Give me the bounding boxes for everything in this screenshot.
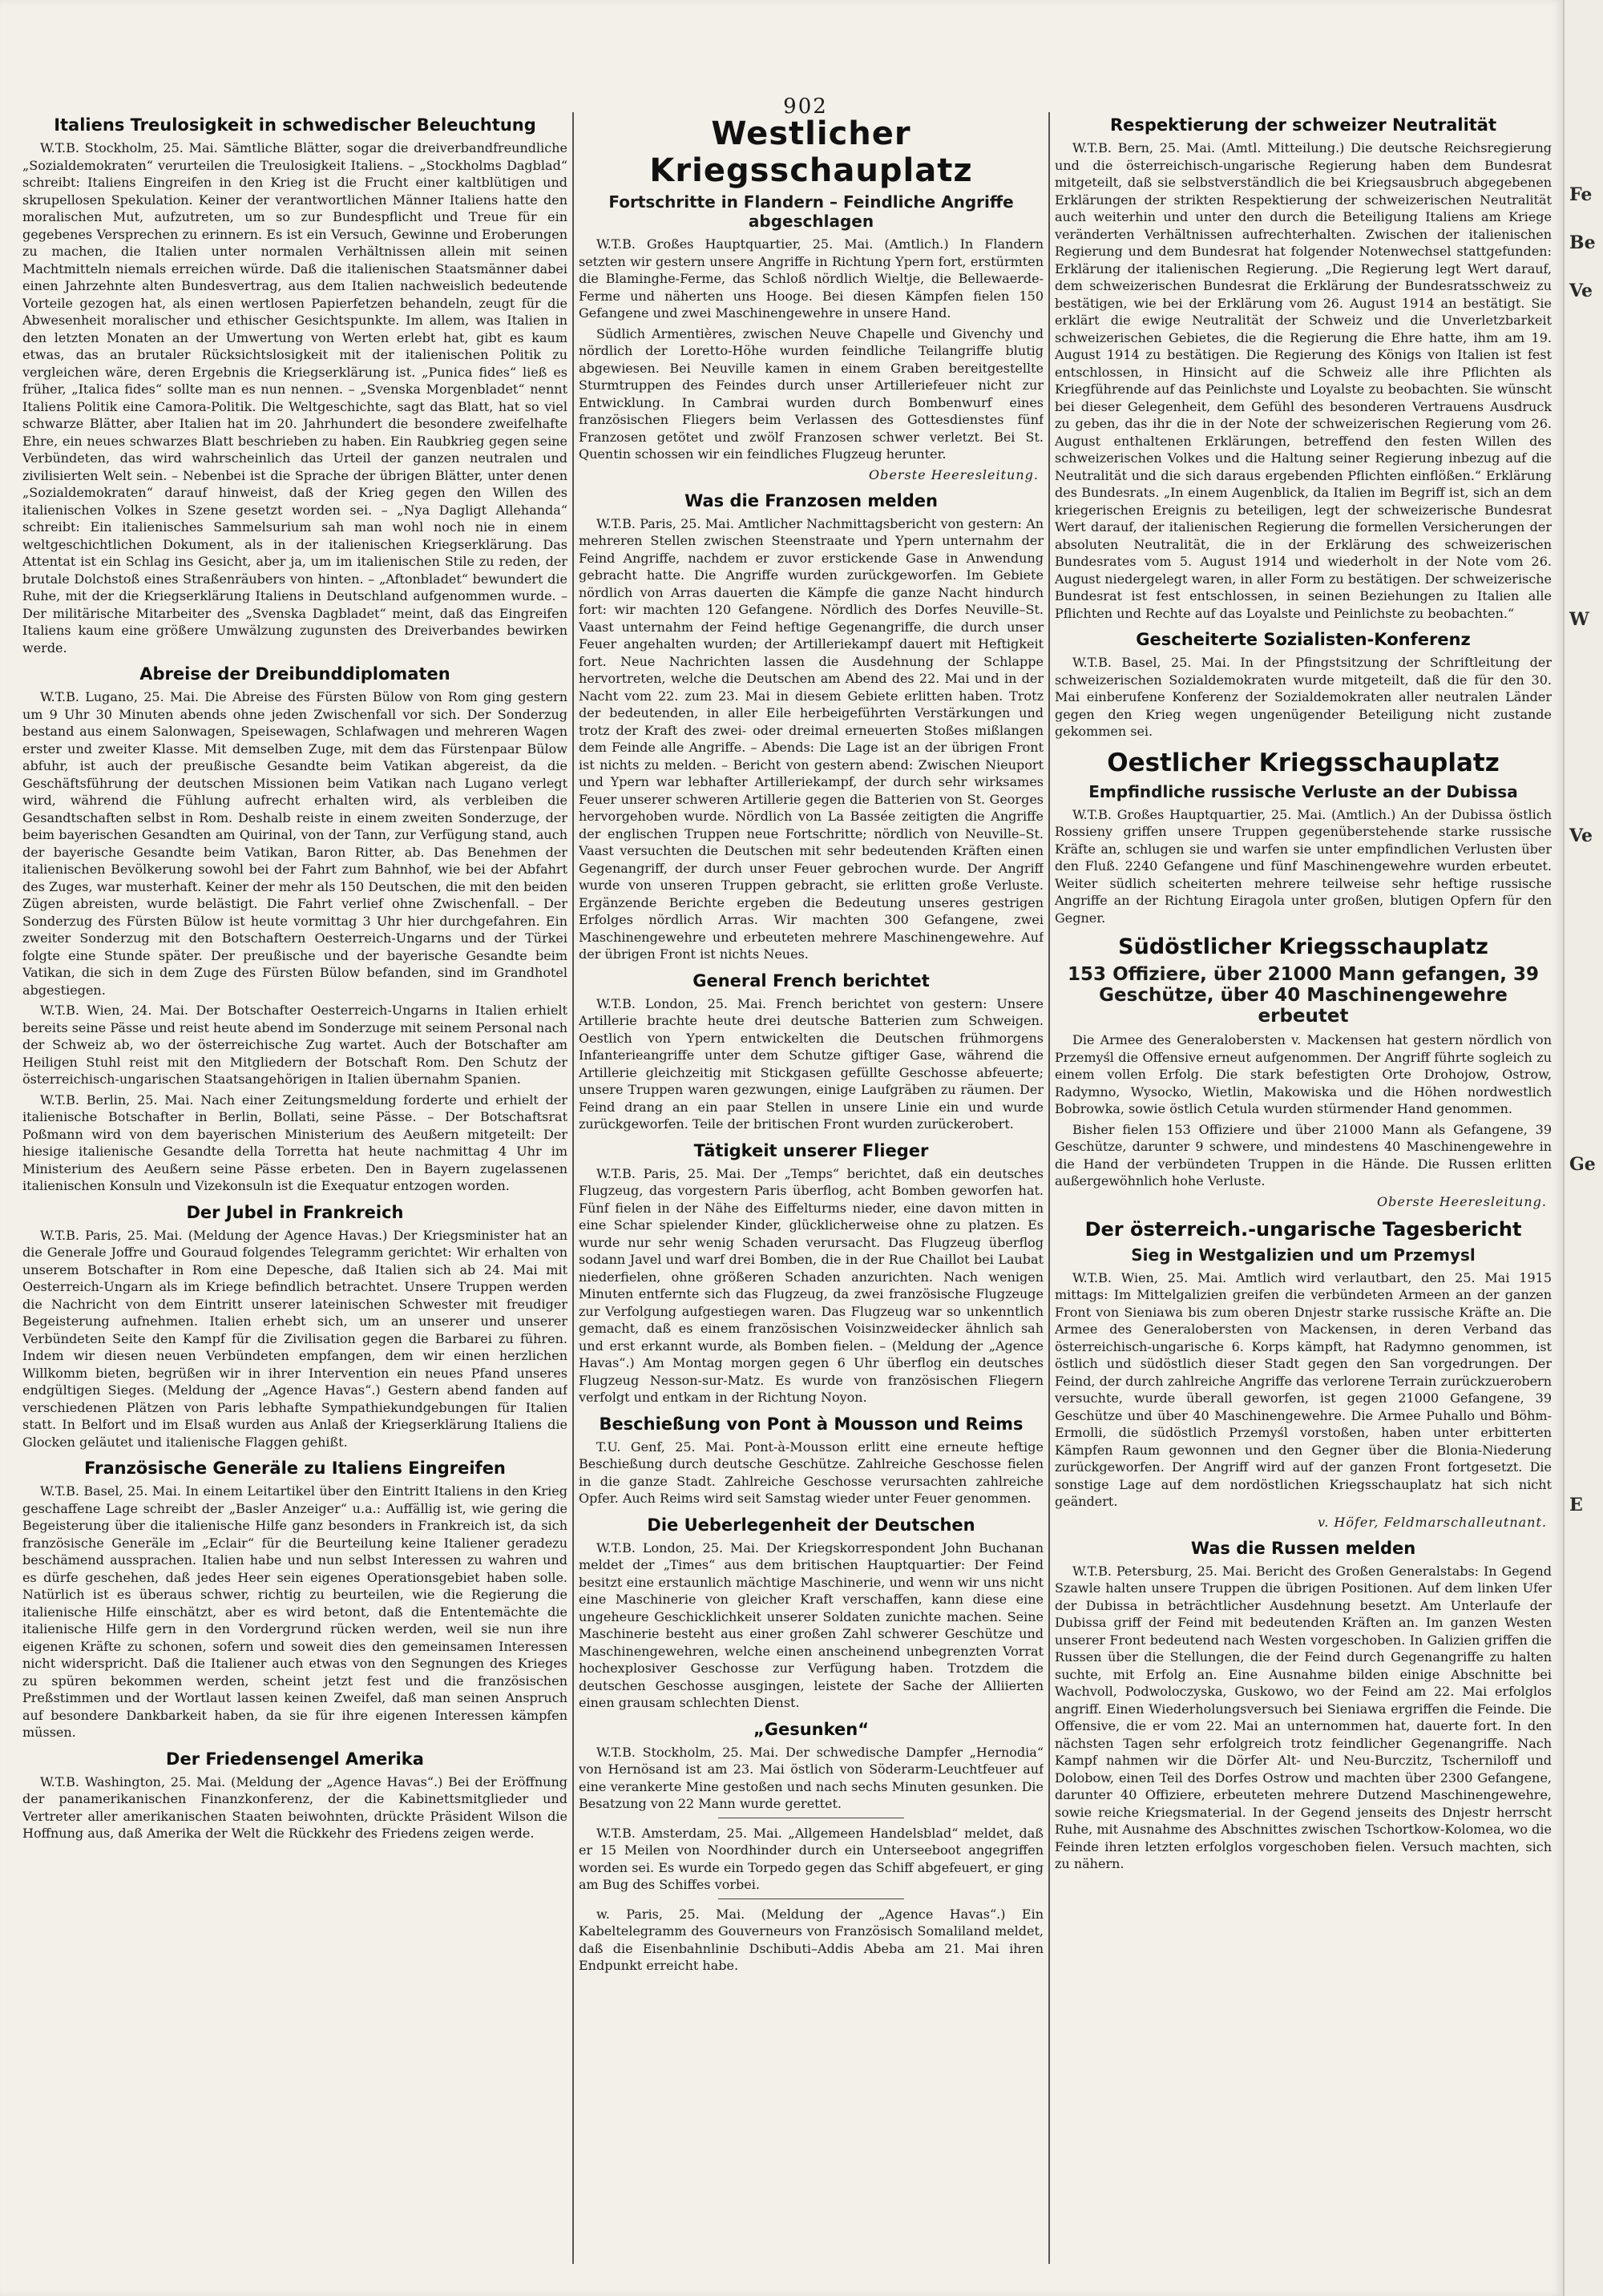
headline: Abreise der Dreibunddiplomaten xyxy=(139,664,450,684)
article-jubel-frankreich xyxy=(22,1203,567,1451)
article-taetigkeit-flieger xyxy=(579,1141,1044,1406)
paragraph: W.T.B. London, 25. Mai. French berichtet von gestern: Unsere Artillerie brachte heute drei deutsche Batterien zum Schweigen. Oestlich von Ypern entwickelten die Deutschen frühmorgens Infanterieangriffe unter dem Schutze giftiger Gase, während die Artillerie gleichzeitig mit Stickgasen gefüllte Geschosse abfeuerte; unsere Truppen waren gezwungen, einige Laufgräben zu räumen. Der Feind drang an ein paar Stellen in unsere Linie ein und wurde zurückgeworfen. Teile der britischen Front wurden zurückerobert. xyxy=(579,995,1044,1132)
headline: Gescheiterte Sozialisten-Konferenz xyxy=(1136,630,1471,649)
edge-fragment: Be xyxy=(1569,232,1596,253)
edge-fragment: Ve xyxy=(1569,280,1593,301)
paragraph: T.U. Genf, 25. Mai. Pont-à-Mousson erlitt eine erneute heftige Beschießung durch deutsche Geschütze. Zahlreiche Geschosse fielen in die ganze Stadt. Zahlreiche Geschosse verursachten zahlreiche Opfer. Auch Reims wird seit Samstag wieder unter Feuer genommen. xyxy=(579,1439,1044,1506)
page-number: 902 xyxy=(783,95,828,119)
headline: Der österreich.-ungarische Tagesbericht xyxy=(1084,1217,1522,1241)
edge-fragment: Fe xyxy=(1569,184,1593,205)
column-rule-1 xyxy=(572,112,574,2264)
column-left xyxy=(22,112,567,2264)
headline: Beschießung von Pont à Mousson und Reims xyxy=(599,1414,1024,1434)
headline: Südöstlicher Kriegsschauplatz xyxy=(1118,934,1488,959)
headline: Respektierung der schweizer Neutralität xyxy=(1109,115,1497,135)
subheadline: Fortschritte in Flandern – Feindliche Angriffe abgeschlagen xyxy=(608,192,1014,231)
edge-fragment: Ge xyxy=(1569,1154,1596,1175)
headline: Französische Generäle zu Italiens Eingreifen xyxy=(84,1459,506,1478)
paragraph: W.T.B. Bern, 25. Mai. (Amtl. Mitteilung.) Die deutsche Reichsregierung und die österreichisch-ungarische Regierung haben dem Bundesrat mitgeteilt, daß sie selbstverständlich die bei Kriegsausbruch abgegebenen Erklärungen der strikten Respektierung der schweizerischen Neutralität auch weiterhin und unter den durch die Beteiligung Italiens am Kriege veränderten Verhältnissen aufrechterhalten. Zwischen der italienischen Regierung und dem Bundesrat hat folgender Notenwechsel stattgefunden: Erklärung der italienischen Regierung. „Die Regierung legt Wert darauf, dem schweizerischen Bundesrat die Erklärung der Bundesratsschweiz zu bestätigen, wie bei der Erklärung vom 26. August 1914 an bestätigt. Sie erklärt die ewige Neutralität der Schweiz und die Unverletzbarkeit schweizerischen Gebietes, die die Regierung die Ehre hatte, ihm am 19. August 1914 zu bestätigen. Die Regierung des Königs von Italien ist fest entschlossen, in Hinsicht auf die Schweiz alle ihre Pflichten als Kriegführende auf das Peinlichste und Loyalste zu beobachten. Sie wünscht bei dieser Gelegenheit, dem Gefühl des besonderen Vertrauens Ausdruck zu geben, das ihr die in der Note der schweizerischen Regierung vom 26. August enthaltenen Erklärungen, betreffend den festen Willen des schweizerischen Volkes und die Haltung seiner Regierung inbezug auf die Neutralität und die sich daraus ergebenden Pflichten einflößen.“ Erklärung des Bundesrats. „In einem Augenblick, da Italien im Begriff ist, sich an dem kriegerischen Ereignis zu beteiligen, legt der schweizerische Bundesrat Wert darauf, der italienischen Regierung die formellen Versicherungen der absoluten Neutralität, die in der Erklärung des schweizerischen Bundesrates vom 5. August 1914 und wiederholt in der Note vom 26. August niedergelegt waren, in aller Form zu bestätigen. Der schweizerische Bundesrat ist fest entschlossen, in seinen Beziehungen zu Italien alle Pflichten und Rechte auf das Loyalste und Peinlichste zu beobachten.“ xyxy=(1055,140,1552,621)
headline: Tätigkeit unserer Flieger xyxy=(693,1140,929,1160)
edge-fragment: Ve xyxy=(1569,825,1593,846)
article-beschiessung-pont-a-mousson xyxy=(579,1414,1044,1507)
paragraph: W.T.B. Wien, 25. Mai. Amtlich wird verlautbart, den 25. Mai 1915 mittags: Im Mittelgalizien greifen die verbündeten Armeen an der ganzen Front von Sieniawa bis zum oberen Dnjestr starke russische Kräfte an. Die Armee des Generalobersten von Mackensen, in deren Verband das österreichisch-ungarische 6. Korps kämpft, hat Radymno genommen, ist östlich und südöstlich dieser Stadt gegen den San vorgedrungen. Der Feind, der durch zahlreiche Angriffe das verlorene Terrain zurückzuerobern versuchte, wurde überall geworfen, ist gegen 21000 Gefangene, 39 Geschütze und über 40 Maschinengewehre. Die Armee Puhallo und Böhm-Ermolli, die südöstlich Przemyśl vorstoßen, haben unter erbitterten Kämpfen Raum gewonnen und den Gegner über die Blonia-Niederung zurückgeworfen. Der Angriff wird auf der ganzen Front fortgesetzt. Die sonstige Lage auf dem nordöstlichen Kriegsschauplatz hat sich nicht geändert. xyxy=(1055,1269,1552,1509)
article-westlicher-kriegsschauplatz xyxy=(579,115,1044,483)
paragraph: W.T.B. Stockholm, 25. Mai. Sämtliche Blätter, sogar die dreiverbandfreundliche „Sozialdemokraten“ verurteilen die Treulosigkeit Italiens. – „Stockholms Dagblad“ schreibt: Italiens Eingreifen in den Krieg ist die Frucht einer kaltblütigen und skrupellosen Spekulation. Keiner der verantwortlichen Männer Italiens hatte den moralischen Mut, aufzutreten, um so zur Bundespflicht und Treue für ein gegebenes Versprechen zu erinnern. Es ist ein Versuch, Gewinne und Eroberungen zu machen, die Italien unter normalen Verhältnissen allein mit seinen Machtmitteln niemals erreichen würde. Daß die italienischen Staatsmänner dabei einen Jahrzehnte alten Bundesvertrag, aus dem Italien nachweislich bedeutende Vorteile gezogen hat, als einen wertlosen Papierfetzen behandeln, zeugt für die Abwesenheit moralischer und ethischer Gesichtspunkte. Im allem, was Italien in den letzten Monaten an der Umwertung von Werten erlebt hat, gibt es kaum etwas, das an brutaler Rücksichtslosigkeit mit der italienischen Politik zu vergleichen wäre, deren Ergebnis die Kriegserklärung ist. „Punica fides“ ließ es früher, „Italica fides“ sollte man es nun nennen. – „Svenska Morgenbladet“ nennt Italiens Politik eine Camora-Politik. Die Weltgeschichte, sagt das Blatt, hat so viel schwarze Blätter, aber Italien hat im 20. Jahrhundert die besondere zweifelhafte Ehre, ein neues schwarzes Blatt beschrieben zu haben. Ein Raubkrieg gegen seine Verbündeten, das wird wahrscheinlich das Urteil der ganzen neutralen und zivilisierten Welt sein. – Nebenbei ist die Sprache der übrigen Blätter, unter denen „Sozialdemokraten“ darauf hinweist, daß der Krieg gegen den Willen des italienischen Volkes in Szene gesetzt worden sei. – „Nya Dagligt Allehanda“ schreibt: Ein italienisches Sammelsurium sah man wohl noch nie in einem weltgeschichtlichen Dokument, als in der italienischen Kriegserklärung. Das Attentat ist ein Schlag ins Gesicht, aber ja, um im italienischen Stile zu reden, der brutale Dolchstoß eines Straßenräubers von hinten. – „Aftonbladet“ bewundert die Ruhe, mit der die Kriegserklärung Italiens in Deutschland aufgenommen wurde. – Der militärische Mitarbeiter des „Svenska Dagbladet“ meint, daß das Eingreifen Italiens kaum eine größere Umwälzung zugunsten des Dreiverbandes bewirken werde. xyxy=(22,140,567,656)
subheadline: 153 Offiziere, über 21000 Mann gefangen, 39 Geschütze, über 40 Maschinengewehre erbeutet xyxy=(1068,964,1539,1027)
paragraph: W.T.B. Paris, 25. Mai. Amtlicher Nachmittagsbericht von gestern: An mehreren Stellen zwischen Steenstraate und Ypern unternahm der Feind Angriffe, nachdem er zuvor erstickende Gase in Anwendung gebracht hatte. Die Angriffe wurden zurückgeworfen. Im Gebiete nördlich von Arras dauerten die Kämpfe die ganze Nacht hindurch fort: wir machten 120 Gefangene. Nördlich des Dorfes Neuville–St. Vaast unternahm der Feind heftige Gegenangriffe, die durch unser Feuer angehalten wurden; der Artilleriekampf dauert mit Heftigkeit fort. Neue Nachrichten lassen die Ausdehnung der Schlappe hervortreten, welche die Deutschen am Abend des 22. Mai und in der Nacht vom 22. zum 23. Mai in diesem Gebiete erlitten haben. Trotz der bedeutenden, in aller Eile herbeigeführten Verstärkungen und trotz der Kraft des zwei- oder dreimal erneuerten Stoßes mißlangen dem Feinde alle Angriffe. – Abends: Die Lage ist an der übrigen Front ist nichts zu melden. – Bericht von gestern abend: Zwischen Nieuport und Ypern war lebhafter Artilleriekampf, der durch sehr wirksames Feuer unserer schweren Artillerie gegen die Batterien von St. Georges hervorgehoben wurde. Nördlich von La Bassée zeitigten die Angriffe der englischen Truppen neue Fortschritte; nördlich von Neuville–St. Vaast versuchten die Deutschen mit sehr bedeutenden Kräften einen Gegenangriff, der durch unser Feuer gebrochen wurde. Der Angriff wurde von unseren Truppen gebracht, sie erlitten große Verluste. Ergänzende Berichte ergeben die Bedeutung unseres gestrigen Erfolges nördlich Arras. Wir machten 300 Gefangene, zwei Maschinengewehre und erbeuteten mehrere Maschinengewehre. Auf der übrigen Front ist nichts Neues. xyxy=(579,515,1044,962)
article-oesterreich-ungarischer-tagesbericht xyxy=(1055,1218,1552,1531)
article-oestlicher-kriegsschauplatz xyxy=(1055,749,1552,927)
signature: Oberste Heeresleitung. xyxy=(869,466,1039,482)
paragraph: W.T.B. Berlin, 25. Mai. Nach einer Zeitungsmeldung forderte und erhielt der italienische Botschafter in Berlin, Bollati, seine Pässe. – Der Botschaftsrat Poßmann wird von dem bayerischen Ministerium des Aeußern mitgeteilt: Der hiesige italienische Gesandte della Torretta hat heute nachmittag 4 Uhr im Ministerium des Aeußern seine Pässe erbeten. Den in Bayern zugelassenen italienischen Konsuln und Vizekonsuln ist die Exequatur entzogen worden. xyxy=(22,1092,567,1193)
adjacent-page-edge xyxy=(1563,0,1603,2296)
paragraph: W.T.B. Stockholm, 25. Mai. Der schwedische Dampfer „Hernodia“ von Hernösand ist am 23. Mai östlich von Söderarm-Leuchtfeuer auf eine verankerte Mine gestoßen und nach sechs Minuten gesunken. Die Besatzung von 22 Mann wurde gerettet. xyxy=(579,1744,1044,1811)
edge-fragment: W xyxy=(1569,609,1589,630)
paragraph: Die Armee des Generalobersten v. Mackensen hat gestern nördlich von Przemyśl die Offensive erneut aufgenommen. Der Angriff führte sogleich zu einem vollen Erfolg. Die stark befestigten Orte Drohojow, Ostrow, Radymno, Wysocko, Wietlin, Makowiska und die Höhen nordwestlich Bobrowka, sowie östlich Cetula wurden stürmender Hand genommen. xyxy=(1055,1032,1552,1116)
paragraph: W.T.B. Großes Hauptquartier, 25. Mai. (Amtlich.) An der Dubissa östlich Rossieny griffen unsere Truppen gegenüberstehende starke russische Kräfte an, schlugen sie und warfen sie unter empfindlichen Verlusten über den Fluß. 2240 Gefangene und fünf Maschinengewehre wurden erbeutet. Weiter südlich scheiterten mehrere teilweise sehr heftige russische Angriffe an der Richtung Eiragola unter großen, blutigen Opfern für den Gegner. xyxy=(1055,806,1552,926)
headline: Was die Franzosen melden xyxy=(684,490,938,510)
column-middle xyxy=(579,112,1044,2264)
paragraph: W.T.B. London, 25. Mai. Der Kriegskorrespondent John Buchanan meldet der „Times“ aus dem britischen Hauptquartier: Der Feind besitzt eine erstaunlich mächtige Maschinerie, und wenn wir uns nicht eine Maschinerie von gleicher Kraft verschaffen, kann diese eine ungeheure Geschicklichkeit unserer Soldaten zunichte machen. Seine Maschinerie besteht aus einer großen Zahl schwerer Geschütze und Maschinengewehren, welche einen anscheinend unbegrenzten Vorrat hochexplosiver Geschosse zur Verfügung haben. Trotzdem die deutschen Geschosse ausgingen, leistete der Sache der Alliierten einen grausam schlechten Dienst. xyxy=(579,1539,1044,1710)
paragraph: W.T.B. Basel, 25. Mai. In einem Leitartikel über den Eintritt Italiens in den Krieg geschaffene Lage schreibt der „Basler Anzeiger“ u.a.: Auffällig ist, wie gering die Begeisterung über die italienische Hilfe ganz besonders in Frankreich ist, da sich französische Generäle im „Eclair“ für die Beurteilung keine Italiener geradezu beschämend aussprachen. Italien habe und nun selbst Interessen zu wahren und es dürfe geschehen, daß jedes Heer sein eigenes Operationsgebiet haben solle. Natürlich ist es überaus schwer, richtig zu beurteilen, wie die Regierung die italienische Hilfe einschätzt, aber es wird betont, daß die Ententemächte die italienische Hilfe gern in den Vordergrund rücken werden, weil sie nun ihre eigenen Kräfte zu schonen, sofern und soweit dies den gemeinsamen Interessen nicht widerspricht. Daß die Italiener auch etwas von den Segnungen des Krieges zu spüren bekommen werden, scheint jetzt fest und die französischen Preßstimmen und der Wortlaut lassen keinen Zweifel, daß man seinen Anspruch auf besondere Dankbarkeit haben, da sie für ihre eigenen Interessen kämpfen müssen. xyxy=(22,1483,567,1740)
paragraph: W.T.B. Lugano, 25. Mai. Die Abreise des Fürsten Bülow von Rom ging gestern um 9 Uhr 30 Minuten abends ohne jeden Zwischenfall vor sich. Der Sonderzug bestand aus einem Salonwagen, Speisewagen, Schlafwagen und mehreren Wagen erster und zweiter Klasse. Mit demselben Zuge, mit dem das Fürstenpaar Bülow abfuhr, ist auch der preußische Gesandte beim Vatikan abgereist, da die Geschäftsführung der deutschen Missionen beim Vatikan nach Lugano verlegt wird, während die Fühlung aufrecht erhalten wird, als verbleiben die Gesandtschaften selbst in Rom. Deshalb reiste in einem zweiten Sonderzuge, der beim bayerischen Gesandten am Quirinal, von der Tann, zur Verfügung stand, auch der bayerische Gesandte beim Vatikan, Baron Ritter, ab. Das Benehmen der italienischen Bevölkerung sowohl bei der Fahrt zum Bahnhof, wie bei der Abfahrt des Zuges, war musterhaft. Keiner der mehr als 150 Deutschen, die mit den beiden Zügen abreisten, wurde belästigt. Die Fahrt verlief ohne Zwischenfall. – Der Sonderzug des Fürsten Bülow ist heute vormittag 3 Uhr hier durchgefahren. Ein zweiter Sonderzug mit den Botschaftern Oesterreich-Ungarns und der Türkei folgte eine Stunde später. Der preußische und der bayerische Gesandte beim Vatikan, die sich in dem Zuge des Fürsten Bülow befanden, sind im Grandhotel abgestiegen. xyxy=(22,689,567,998)
signature: v. Höfer, Feldmarschalleutnant. xyxy=(1318,1514,1547,1530)
paragraph: w. Paris, 25. Mai. (Meldung der „Agence Havas“.) Ein Kabeltelegramm des Gouverneurs von Französisch Somaliland meldet, daß die Eisenbahnlinie Dschibuti–Addis Abeba am 21. Mai ihren Endpunkt erreicht habe. xyxy=(579,1906,1044,1973)
article-italiens-treulosigkeit xyxy=(22,115,567,656)
headline: Italiens Treulosigkeit in schwedischer Beleuchtung xyxy=(54,115,536,135)
paragraph: W.T.B. Paris, 25. Mai. Der „Temps“ berichtet, daß ein deutsches Flugzeug, das vorgestern Paris überflog, acht Bomben geworfen hat. Fünf fielen in der Nähe des Eiffelturms nieder, eine davon mitten in eine Schar spielender Kinder, glücklicherweise ohne zu platzen. Es wurde nur sehr wenig Schaden verursacht. Das Flugzeug überflog sodann Javel und warf drei Bomben, die in der Rue Chaillot bei Laubat niederfielen, ohne größeren Schaden anzurichten. Nach wenigen Minuten entfernte sich das Flugzeug, da zwei französische Flugzeuge zur Verfolgung aufgestiegen waren. Das Flugzeug war so unkenntlich gemacht, daß es einem französischen Voisinzweidecker ähnlich sah und erst erkannt wurde, als Bomben fielen. – (Meldung der „Agence Havas“.) Am Montag morgen gegen 6 Uhr überflog ein deutsches Flugzeug Nesson-sur-Matz. Es wurde von französischen Fliegern verfolgt und entkam in der Richtung Noyon. xyxy=(579,1165,1044,1405)
headline: Was die Russen melden xyxy=(1190,1538,1416,1558)
headline: Die Ueberlegenheit der Deutschen xyxy=(647,1515,975,1535)
paragraph: Bisher fielen 153 Offiziere und über 21000 Mann als Gefangene, 39 Geschütze, darunter 9 schwere, und mindestens 40 Maschinengewehre in die Hand der verbündeten Truppen in die Hände. Die Russen erlitten außergewöhnlich hohe Verluste. xyxy=(1055,1121,1552,1188)
article-suedoestlicher-kriegsschauplatz xyxy=(1055,934,1552,1210)
article-schweizer-neutralitaet xyxy=(1055,115,1552,622)
paragraph: W.T.B. Paris, 25. Mai. (Meldung der Agence Havas.) Der Kriegsminister hat an die Generale Joffre und Gouraud folgendes Telegramm gerichtet: Wir erhalten von unserem Botschafter in Rom eine Depesche, daß Italien sich ab 24. Mai mit Oesterreich-Ungarn als im Kriege befindlich betrachtet. Unsere Truppen werden die Nachricht von dem Eintritt unserer lateinischen Schwester mit freudiger Begeisterung aufnehmen. Italien erhebt sich, um an unserer und unserer Verbündeten Seite den Kampf für die Zivilisation gegen die Barbarei zu führen. Indem wir diesen neuen Verbündeten empfangen, dem wir einen herzlichen Willkomm bieten, begrüßen wir in ihrer Intervention ein neues Pfand unseres endgültigen Sieges. (Meldung der „Agence Havas“.) Gestern abend fanden auf verschiedenen Plätzen von Paris lebhafte Sympathiekundgebungen für Italien statt. In Belfort und im Elsaß wurden aus Anlaß der Kriegserklärung Italiens die Glocken geläutet und italienische Flaggen gehißt. xyxy=(22,1227,567,1450)
article-ueberlegenheit-deutschen xyxy=(579,1515,1044,1712)
headline: Der Jubel in Frankreich xyxy=(186,1202,404,1222)
article-abreise-dreibunddiplomaten xyxy=(22,664,567,1195)
paragraph: Südlich Armentières, zwischen Neuve Chapelle und Givenchy und nördlich der Loretto-Höhe wurden feindliche Teilangriffe blutig abgewiesen. Bei Neuville kamen in einem Graben bereitgestellte Sturmtruppen des Feindes durch unser Artilleriefeuer nicht zur Entwicklung. In Cambrai wurden durch Bombenwurf eines französischen Fliegers beim Verlassen des Gottesdienstes fünf Franzosen getötet und zwölf Franzosen schwer verletzt. Bei St. Quentin schossen wir ein feindliches Flugzeug herunter. xyxy=(579,325,1044,462)
paragraph: W.T.B. Großes Hauptquartier, 25. Mai. (Amtlich.) In Flandern setzten wir gestern unsere Angriffe in Richtung Ypern fort, erstürmten die Blaminghe-Ferme, das Schloß nördlich Wieltje, die Bellewaerde-Ferme und näherten uns Hooge. Bei diesen Kämpfen fielen 150 Gefangene und zwei Maschinengewehre in unsere Hand. xyxy=(579,236,1044,321)
column-right xyxy=(1055,112,1552,2264)
subheadline: Sieg in Westgalizien und um Przemysl xyxy=(1131,1245,1476,1265)
article-was-die-franzosen-melden xyxy=(579,491,1044,963)
article-franzoesische-generaele xyxy=(22,1459,567,1741)
column-rule-2 xyxy=(1048,112,1050,2264)
paragraph: W.T.B. Petersburg, 25. Mai. Bericht des Großen Generalstabs: In Gegend Szawle halten unsere Truppen die übrigen Positionen. Auf dem linken Ufer der Dubissa in beträchtlicher Ausdehnung besetzt. Am Unterlaufe der Dubissa griff der Feind mit bedeutenden Kräften an. Im ganzen Westen unserer Front bedeutend nach Westen vorgeschoben. In Galizien griffen die Russen über die Stellungen, die der Feind durch Gegenangriffe zu halten suchte, mit Erfolg an. Eine Ausnahme bilden einige Abschnitte bei Wachvoll, Podwoloczyska, Guskowo, wo der Feind am 22. Mai erfolglos angriff. Einen Wiederholungsversuch bei Sieniawa ergriffen die Feinde. Die Offensive, die er vom 22. Mai an unternommen hat, dauerte fort. In den nächsten Tagen sehr erfolgreich trotz feindlicher Gegenangriffe. Nach Kampf nahmen wir die Dörfer Alt- und Neu-Burczitz, Tscherniloff und Dolobow, einen Teil des Dorfes Ostrow und machten über 2300 Gefangene, darunter 40 Offiziere, erbeuteten mehrere Dutzend Maschinengewehre, sowie reiche Kriegsmaterial. In der Gegend jenseits des Dnjestr herrscht Ruhe, mit Ausnahme des Abschnittes zwischen Tschortkow-Kolomea, wo die Feinde ihren letzten erfolglos vorgeschoben fielen. Versuch machten, sich zu nähern. xyxy=(1055,1563,1552,1871)
headline: Westlicher Kriegsschauplatz xyxy=(649,115,973,189)
paragraph: W.T.B. Basel, 25. Mai. In der Pfingstsitzung der Schriftleitung der schweizerischen Sozialdemokraten wurde mitgeteilt, daß die für den 30. Mai einberufene Konferenz der Sozialdemokraten aller neutralen Länder gegen den Krieg wegen ungenügender Beteiligung nicht zustande gekommen sei. xyxy=(1055,655,1552,739)
edge-fragment: E xyxy=(1569,1495,1583,1515)
headline: General French berichtet xyxy=(692,970,930,991)
headline: „Gesunken“ xyxy=(753,1719,870,1739)
article-general-french xyxy=(579,971,1044,1133)
article-was-die-russen-melden xyxy=(1055,1539,1552,1873)
signature: Oberste Heeresleitung. xyxy=(1377,1193,1547,1209)
paragraph: W.T.B. Wien, 24. Mai. Der Botschafter Oesterreich-Ungarns in Italien erhielt bereits seine Pässe und reist heute abend im Sonderzuge mit seinem Personal nach der Schweiz ab, wo der österreichische Zug wartet. Auch der Botschafter am Heiligen Stuhl reist mit den Mitgliedern der Botschaft Rom. Den Schutz der österreichisch-ungarischen Staatsangehörigen in Italien übernahm Spanien. xyxy=(22,1003,567,1087)
paragraph: W.T.B. Washington, 25. Mai. (Meldung der „Agence Havas“.) Bei der Eröffnung der panamerikanischen Finanzkonferenz, der die Kabinettsmitglieder und Vertreter aller amerikanischen Staaten beiwohnten, drückte Präsident Wilson die Hoffnung aus, daß Amerika der Welt die Rückkehr des Friedens zeigen werde. xyxy=(22,1773,567,1841)
article-sozialisten-konferenz xyxy=(1055,630,1552,740)
article-gesunken xyxy=(579,1720,1044,1975)
subheadline: Empfindliche russische Verluste an der Dubissa xyxy=(1088,781,1518,801)
headline: Der Friedensengel Amerika xyxy=(166,1749,424,1769)
article-friedensengel-amerika xyxy=(22,1749,567,1842)
headline: Oestlicher Kriegsschauplatz xyxy=(1107,748,1500,777)
paragraph: W.T.B. Amsterdam, 25. Mai. „Allgemeen Handelsblad“ meldet, daß er 15 Meilen von Noordhinder durch ein Unterseeboot angegriffen worden sei. Es wurde ein Torpedo gegen das Schiff abgefeuert, er ging am Bug des Schiffes vorbei. xyxy=(579,1825,1044,1892)
